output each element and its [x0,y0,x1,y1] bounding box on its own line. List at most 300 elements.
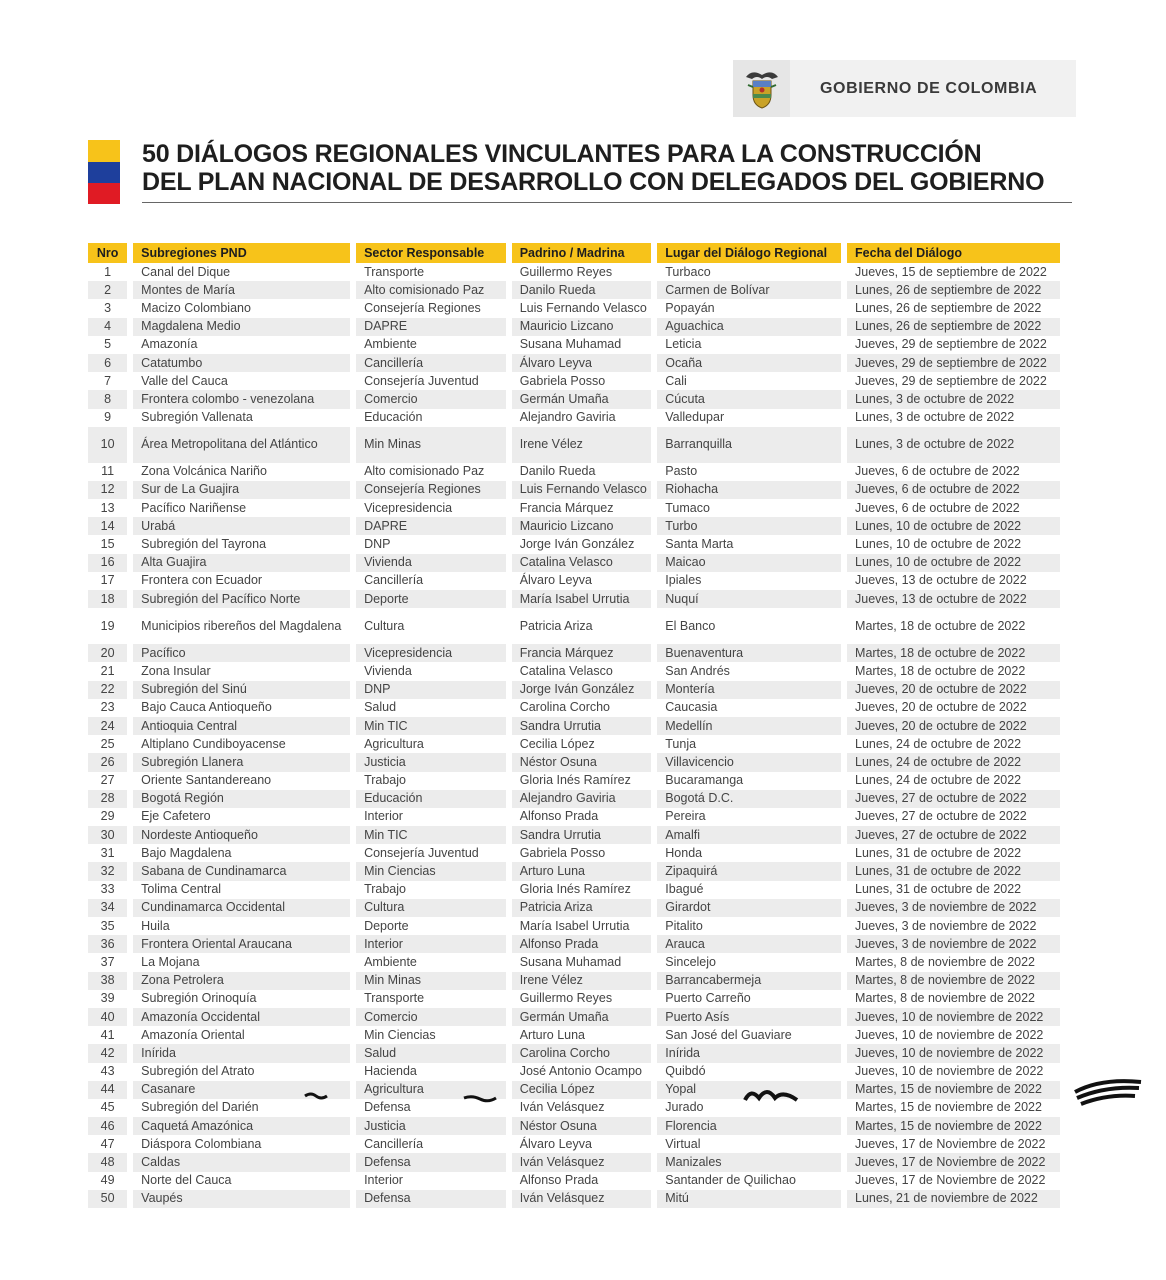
title-line-1: 50 DIÁLOGOS REGIONALES VINCULANTES PARA LA CONSTRUCCIÓN [142,140,982,168]
table-row [88,517,1060,535]
sponsor-cell: Susana Muhamad [519,954,622,969]
date-cell: Martes, 18 de octubre de 2022 [847,644,1060,662]
sector-cell: Min Minas [356,427,506,463]
nro-cell: 19 [100,618,115,633]
subregion-cell: Oriente Santandereano [141,773,272,788]
nro-cell: 24 [88,717,127,735]
scribble-mark [1071,1074,1145,1110]
government-banner [733,60,1076,117]
date-cell: Jueves, 13 de octubre de 2022 [855,573,1027,588]
table-row [88,772,1060,790]
subregion-cell: Nordeste Antioqueño [133,826,350,844]
page-title [142,140,1072,196]
nro-cell: 2 [88,281,127,299]
nro-cell: 33 [100,882,115,897]
subregion-cell: La Mojana [141,954,200,969]
sponsor-cell: Carolina Corcho [512,1044,652,1062]
table-row [88,881,1060,899]
nro-cell: 3 [104,300,112,315]
table-row [88,535,1060,553]
table-row [88,372,1060,390]
date-cell: Lunes, 31 de octubre de 2022 [855,845,1022,860]
sector-cell: Ambiente [364,337,417,352]
location-cell: Maicao [657,554,841,572]
sector-cell: Vivienda [356,554,506,572]
sector-cell: Consejería Juventud [364,373,479,388]
location-cell: Tunja [665,736,697,751]
subregion-cell: Área Metropolitana del Atlántico [133,427,350,463]
subregion-cell: Catatumbo [133,354,350,372]
nro-cell: 43 [100,1064,115,1079]
date-cell: Jueves, 27 de octubre de 2022 [847,826,1060,844]
location-cell: Barranquilla [657,427,841,463]
scribble-mark [462,1092,498,1104]
sponsor-cell: María Isabel Urrutia [512,590,652,608]
location-cell: Ocaña [657,354,841,372]
sponsor-cell: Francia Márquez [519,500,614,515]
sponsor-cell: Irene Vélez [512,427,652,463]
nro-cell: 45 [100,1100,115,1115]
table-row [88,499,1060,517]
subregion-cell: Eje Cafetero [141,809,211,824]
date-cell: Martes, 8 de noviembre de 2022 [847,972,1060,990]
subregion-cell: Subregión Vallenata [141,410,253,425]
header-nro: Nro [88,243,127,263]
sponsor-cell: Néstor Osuna [512,753,652,771]
table-row [88,318,1060,336]
date-cell: Martes, 8 de noviembre de 2022 [855,991,1035,1006]
sector-cell: Alto comisionado Paz [356,281,506,299]
subregion-cell: Zona Volcánica Nariño [141,464,267,479]
sponsor-cell: Catalina Velasco [519,663,613,678]
nro-cell: 23 [100,700,115,715]
sponsor-cell: Jorge Iván González [512,681,652,699]
subregion-cell: Zona Insular [141,663,211,678]
sector-cell: Agricultura [356,1081,506,1099]
sector-cell: DNP [364,537,391,552]
subregion-cell: Bogotá Región [133,790,350,808]
table-row [88,790,1060,808]
scribble-mark [303,1090,329,1102]
subregion-cell: Cundinamarca Occidental [133,899,350,917]
sector-cell: Transporte [364,264,425,279]
sector-cell: Comercio [356,1008,506,1026]
nro-cell: 36 [88,935,127,953]
sponsor-cell: Gloria Inés Ramírez [519,773,631,788]
header-location: Lugar del Diálogo Regional [657,243,841,263]
sector-cell: Salud [364,700,397,715]
subregion-cell: Bajo Cauca Antioqueño [141,700,272,715]
date-cell: Jueves, 3 de noviembre de 2022 [847,935,1060,953]
date-cell: Lunes, 26 de septiembre de 2022 [855,300,1042,315]
table-row [88,299,1060,317]
sponsor-cell: Mauricio Lizcano [512,318,652,336]
date-cell: Jueves, 29 de septiembre de 2022 [855,373,1047,388]
location-cell: Amalfi [657,826,841,844]
table-row [88,972,1060,990]
sector-cell: Min TIC [356,826,506,844]
header-sector: Sector Responsable [356,243,506,263]
sector-cell: Vicepresidencia [364,500,453,515]
nro-cell: 50 [88,1190,127,1208]
table-row [88,281,1060,299]
date-cell: Lunes, 24 de octubre de 2022 [855,736,1022,751]
sector-cell: Defensa [356,1190,506,1208]
date-cell: Jueves, 20 de octubre de 2022 [847,717,1060,735]
subregion-cell: Subregión del Tayrona [141,537,267,552]
sponsor-cell: José Antonio Ocampo [519,1064,642,1079]
nro-cell: 34 [88,899,127,917]
sponsor-cell: Alejandro Gaviria [512,790,652,808]
location-cell: Ipiales [665,573,702,588]
table-row [88,1153,1060,1171]
date-cell: Jueves, 20 de octubre de 2022 [855,700,1027,715]
subregion-cell: Macizo Colombiano [141,300,251,315]
date-cell: Martes, 18 de octubre de 2022 [855,663,1026,678]
header-sponsor: Padrino / Madrina [512,243,652,263]
sponsor-cell: Carolina Corcho [519,700,611,715]
table-row [88,753,1060,771]
location-cell: Pereira [665,809,706,824]
nro-cell: 11 [101,464,115,479]
sector-cell: Transporte [364,991,425,1006]
subregion-cell: Amazonía [141,337,198,352]
subregion-cell: Subregión Orinoquía [141,991,257,1006]
date-cell: Jueves, 6 de octubre de 2022 [855,464,1020,479]
sponsor-cell: Catalina Velasco [512,554,652,572]
location-cell: Cúcuta [657,390,841,408]
nro-cell: 1 [104,264,112,279]
sponsor-cell: Iván Velásquez [512,1153,652,1171]
sponsor-cell: Susana Muhamad [519,337,622,352]
sector-cell: Consejería Juventud [364,845,479,860]
location-cell: Aguachica [657,318,841,336]
date-cell: Martes, 15 de noviembre de 2022 [847,1081,1060,1099]
nro-cell: 40 [88,1008,127,1026]
scribble-mark [743,1084,799,1106]
table-row [88,608,1060,644]
location-cell: Sincelejo [665,954,716,969]
date-cell: Lunes, 3 de octubre de 2022 [855,410,1015,425]
nro-cell: 25 [100,736,115,751]
location-cell: Buenaventura [657,644,841,662]
date-cell: Martes, 15 de noviembre de 2022 [847,1117,1060,1135]
subregion-cell: Urabá [133,517,350,535]
sponsor-cell: Irene Vélez [512,972,652,990]
subregion-cell: Canal del Dique [141,264,231,279]
sponsor-cell: Alfonso Prada [519,809,599,824]
nro-cell: 49 [100,1173,115,1188]
location-cell: Turbo [657,517,841,535]
sponsor-cell: Luis Fernando Velasco [519,300,647,315]
subregion-cell: Amazonía Occidental [133,1008,350,1026]
table-row [88,644,1060,662]
table-row [88,717,1060,735]
table-row [88,1063,1060,1081]
sponsor-cell: Álvaro Leyva [512,354,652,372]
subregion-cell: Pacífico Nariñense [141,500,247,515]
table-row [88,1026,1060,1044]
header-subregion: Subregiones PND [133,243,350,263]
table-row [88,681,1060,699]
nro-cell: 44 [88,1081,127,1099]
location-cell: Santander de Quilichao [665,1173,796,1188]
subregion-cell: Zona Petrolera [133,972,350,990]
subregion-cell: Montes de María [133,281,350,299]
date-cell: Martes, 18 de octubre de 2022 [855,618,1026,633]
nro-cell: 17 [100,573,115,588]
date-cell: Lunes, 3 de octubre de 2022 [847,427,1060,463]
nro-cell: 42 [88,1044,127,1062]
table-row [88,862,1060,880]
sector-cell: Trabajo [364,882,406,897]
table-row [88,1081,1060,1099]
table-row [88,572,1060,590]
sponsor-cell: Álvaro Leyva [519,1136,592,1151]
location-cell: El Banco [665,618,716,633]
date-cell: Jueves, 6 de octubre de 2022 [847,481,1060,499]
sponsor-cell: Luis Fernando Velasco [512,481,652,499]
table-body [88,263,1060,1208]
subregion-cell: Municipios ribereños del Magdalena [141,618,342,633]
table-row [88,354,1060,372]
nro-cell: 39 [100,991,115,1006]
date-cell: Lunes, 24 de octubre de 2022 [847,753,1060,771]
location-cell: Caucasia [665,700,718,715]
sector-cell: DAPRE [356,517,506,535]
sponsor-cell: Danilo Rueda [512,281,652,299]
nro-cell: 35 [100,918,115,933]
table-row [88,463,1060,481]
subregion-cell: Caldas [133,1153,350,1171]
sponsor-cell: Sandra Urrutia [512,717,652,735]
date-cell: Jueves, 27 de octubre de 2022 [847,790,1060,808]
table-row [88,1135,1060,1153]
date-cell: Jueves, 13 de octubre de 2022 [847,590,1060,608]
location-cell: Bucaramanga [665,773,744,788]
sector-cell: Cancillería [364,573,424,588]
nro-cell: 15 [100,537,115,552]
nro-cell: 4 [88,318,127,336]
table-row [88,735,1060,753]
nro-cell: 48 [88,1153,127,1171]
table-row [88,1190,1060,1208]
sector-cell: Interior [364,1173,403,1188]
date-cell: Lunes, 26 de septiembre de 2022 [847,281,1060,299]
date-cell: Martes, 15 de noviembre de 2022 [855,1100,1042,1115]
sector-cell: Defensa [356,1153,506,1171]
table-row [88,844,1060,862]
sponsor-cell: Jorge Iván González [519,537,635,552]
sector-cell: Agricultura [364,736,424,751]
location-cell: Turbaco [665,264,711,279]
subregion-cell: Huila [141,918,170,933]
nro-cell: 9 [104,410,112,425]
location-cell: San José del Guaviare [665,1027,792,1042]
subregion-cell: Frontera colombo - venezolana [133,390,350,408]
sponsor-cell: María Isabel Urrutia [519,918,630,933]
date-cell: Lunes, 10 de octubre de 2022 [847,517,1060,535]
sector-cell: Vicepresidencia [356,644,506,662]
sector-cell: Educación [356,790,506,808]
location-cell: Nuquí [657,590,841,608]
table-row [88,427,1060,463]
table-row [88,826,1060,844]
nro-cell: 14 [88,517,127,535]
date-cell: Jueves, 29 de septiembre de 2022 [855,337,1047,352]
sponsor-cell: Danilo Rueda [519,464,596,479]
location-cell: Riohacha [657,481,841,499]
location-cell: Pasto [665,464,698,479]
colombian-flag-icon [88,140,120,204]
sector-cell: Cancillería [364,1136,424,1151]
sector-cell: Salud [356,1044,506,1062]
location-cell: Bogotá D.C. [657,790,841,808]
location-cell: Manizales [657,1153,841,1171]
subregion-cell: Frontera Oriental Araucana [133,935,350,953]
government-name: GOBIERNO DE COLOMBIA [820,79,1038,97]
sponsor-cell: Gabriela Posso [519,373,606,388]
location-cell: Valledupar [665,410,725,425]
date-cell: Jueves, 10 de noviembre de 2022 [855,1027,1044,1042]
table-row [88,935,1060,953]
nro-cell: 38 [88,972,127,990]
nro-cell: 47 [100,1136,115,1151]
location-cell: Cali [665,373,687,388]
table-row [88,336,1060,354]
location-cell: Zipaquirá [657,862,841,880]
date-cell: Lunes, 10 de octubre de 2022 [855,537,1022,552]
location-cell: Carmen de Bolívar [657,281,841,299]
date-cell: Lunes, 31 de octubre de 2022 [855,882,1022,897]
sector-cell: Deporte [356,590,506,608]
location-cell: Tumaco [665,500,710,515]
sector-cell: Interior [356,935,506,953]
title-line-2: DEL PLAN NACIONAL DE DESARROLLO CON DELEGADOS DEL GOBIERNO [142,168,1045,196]
location-cell: Puerto Asís [657,1008,841,1026]
table-row [88,662,1060,680]
date-cell: Jueves, 27 de octubre de 2022 [855,809,1027,824]
location-cell: Leticia [665,337,702,352]
location-cell: Jurado [665,1100,704,1115]
location-cell: Honda [665,845,703,860]
nro-cell: 6 [88,354,127,372]
sector-cell: Vivienda [364,663,412,678]
subregion-cell: Amazonía Oriental [141,1027,245,1042]
nro-cell: 13 [100,500,115,515]
dialogues-table [82,243,1066,1208]
subregion-cell: Subregión del Darién [141,1100,259,1115]
sponsor-cell: Néstor Osuna [512,1117,652,1135]
subregion-cell: Antioquia Central [133,717,350,735]
nro-cell: 28 [88,790,127,808]
subregion-cell: Bajo Magdalena [141,845,232,860]
sector-cell: Educación [364,410,423,425]
subregion-cell: Tolima Central [141,882,222,897]
date-cell: Jueves, 3 de noviembre de 2022 [855,918,1037,933]
sponsor-cell: Iván Velásquez [512,1190,652,1208]
nro-cell: 27 [100,773,115,788]
sponsor-cell: Álvaro Leyva [519,573,592,588]
sector-cell: Cultura [356,899,506,917]
subregion-cell: Caquetá Amazónica [133,1117,350,1135]
nro-cell: 30 [88,826,127,844]
sector-cell: Consejería Regiones [356,481,506,499]
sponsor-cell: Germán Umaña [512,390,652,408]
date-cell: Jueves, 10 de noviembre de 2022 [847,1044,1060,1062]
sector-cell: Justicia [356,1117,506,1135]
sector-cell: Trabajo [364,773,406,788]
location-cell: Virtual [665,1136,701,1151]
date-cell: Jueves, 17 de Noviembre de 2022 [855,1136,1046,1151]
sector-cell: Alto comisionado Paz [364,464,485,479]
table-row [88,953,1060,971]
nro-cell: 31 [100,845,115,860]
location-cell: Inírida [657,1044,841,1062]
sector-cell: Min Minas [356,972,506,990]
date-cell: Jueves, 10 de noviembre de 2022 [855,1064,1044,1079]
sector-cell: Comercio [356,390,506,408]
sector-cell: Hacienda [364,1064,417,1079]
subregion-cell: Casanare [133,1081,350,1099]
sponsor-cell: Francia Márquez [512,644,652,662]
sector-cell: DAPRE [356,318,506,336]
sponsor-cell: Germán Umaña [512,1008,652,1026]
table-row [88,1008,1060,1026]
location-cell: Villavicencio [657,753,841,771]
subregion-cell: Subregión Llanera [133,753,350,771]
sector-cell: DNP [356,681,506,699]
nro-cell: 32 [88,862,127,880]
sponsor-cell: Alejandro Gaviria [519,410,616,425]
subregion-cell: Sabana de Cundinamarca [133,862,350,880]
coat-of-arms-icon [733,60,790,117]
subregion-cell: Subregión del Pacífico Norte [133,590,350,608]
sector-cell: Consejería Regiones [364,300,481,315]
table-row [88,699,1060,717]
table-row [88,808,1060,826]
location-cell: Santa Marta [665,537,734,552]
sponsor-cell: Cecilia López [512,1081,652,1099]
date-cell: Lunes, 3 de octubre de 2022 [847,390,1060,408]
table-row [88,390,1060,408]
date-cell: Jueves, 10 de noviembre de 2022 [847,1008,1060,1026]
subregion-cell: Norte del Cauca [141,1173,232,1188]
table-row [88,899,1060,917]
sector-cell: Defensa [364,1100,411,1115]
date-cell: Jueves, 15 de septiembre de 2022 [855,264,1047,279]
location-cell: Ibagué [665,882,704,897]
date-cell: Jueves, 17 de Noviembre de 2022 [855,1173,1046,1188]
nro-cell: 29 [100,809,115,824]
location-cell: San Andrés [665,663,730,678]
location-cell: Florencia [657,1117,841,1135]
sponsor-cell: Cecilia López [519,736,595,751]
nro-cell: 5 [104,337,112,352]
subregion-cell: Magdalena Medio [133,318,350,336]
sponsor-cell: Guillermo Reyes [519,991,613,1006]
date-cell: Lunes, 24 de octubre de 2022 [855,773,1022,788]
location-cell: Quibdó [665,1064,706,1079]
location-cell: Girardot [657,899,841,917]
table-row [88,409,1060,427]
sector-cell: Cultura [364,618,405,633]
table-row [88,1099,1060,1117]
location-cell: Medellín [657,717,841,735]
date-cell: Jueves, 17 de Noviembre de 2022 [847,1153,1060,1171]
sector-cell: Justicia [356,753,506,771]
sponsor-cell: Arturo Luna [519,1027,586,1042]
